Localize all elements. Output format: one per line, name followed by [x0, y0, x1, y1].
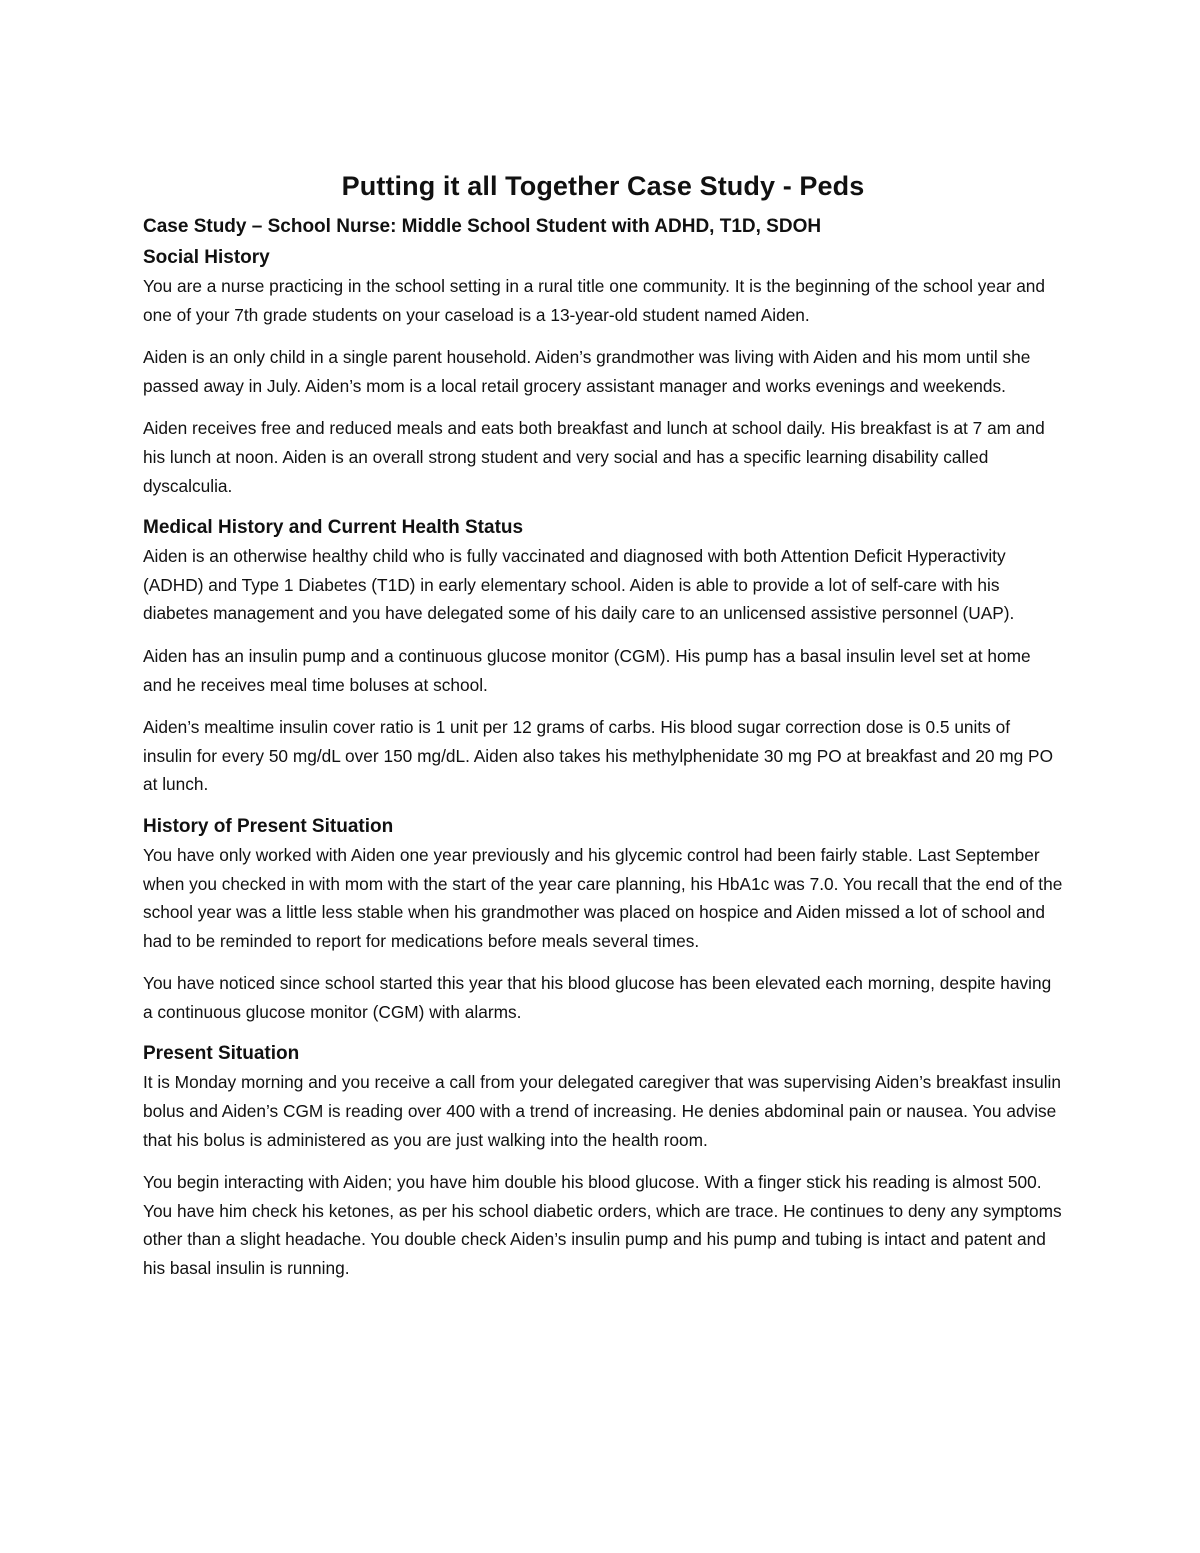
social-history-paragraph: Aiden receives free and reduced meals and eats both breakfast and lunch at school daily. His breakfast is at 7 am and his lunch at noon. Aiden is an overall strong student and very social and has a specific learning disability called dyscalculia.: [143, 418, 1045, 496]
document-page: [143, 168, 1063, 1297]
history-present-situation-heading: History of Present Situation: [143, 815, 394, 837]
history-present-situation-paragraph: You have only worked with Aiden one year previously and his glycemic control had been fairly stable. Last September when you checked in with mom with the start of the year care planning, his HbA1c was 7.0. You recall that the end of the school year was a little less stable when his grandmother was placed on hospice and Aiden missed a lot of school and had to be reminded to report for medications before meals several times.: [143, 844, 1063, 951]
history-present-situation-paragraph: You have noticed since school started this year that his blood glucose has been elevated each morning, despite having a continuous glucose monitor (CGM) with alarms.: [143, 973, 1052, 1022]
social-history-section: [143, 244, 1063, 500]
history-present-situation-section: [143, 813, 1063, 1027]
medical-history-paragraph: Aiden’s mealtime insulin cover ratio is 1 unit per 12 grams of carbs. His blood sugar correction dose is 0.5 units of insulin for every 50 mg/dL over 150 mg/dL. Aiden also takes his methylphenidate 30 mg PO at breakfast and 20 mg PO at lunch.: [143, 717, 1054, 795]
case-study-heading: Case Study – School Nurse: Middle School Student with ADHD, T1D, SDOH: [143, 216, 822, 237]
present-situation-paragraph: You begin interacting with Aiden; you have him double his blood glucose. With a finger stick his reading is almost 500. You have him check his ketones, as per his school diabetic orders, which are trace. He continues to deny any symptoms other than a slight headache. You double check Aiden’s insulin pump and his pump and tubing is intact and patent and his basal insulin is running.: [143, 1172, 1062, 1279]
social-history-paragraph: Aiden is an only child in a single parent household. Aiden’s grandmother was living with Aiden and his mom until she passed away in July. Aiden’s mom is a local retail grocery assistant manager and works evenings and weekends.: [143, 347, 1031, 396]
present-situation-paragraph: It is Monday morning and you receive a call from your delegated caregiver that was supervising Aiden’s breakfast insulin bolus and Aiden’s CGM is reading over 400 with a trend of increasing. He denies abdominal pain or nausea. You advise that his bolus is administered as you are just walking into the health room.: [143, 1072, 1061, 1150]
medical-history-heading: Medical History and Current Health Status: [143, 517, 524, 539]
social-history-paragraph: You are a nurse practicing in the school setting in a rural title one community. It is the beginning of the school year and one of your 7th grade students on your caseload is a 13-year-old student named Aiden.: [143, 276, 1046, 325]
document-title: Putting it all Together Case Study - Peds: [341, 171, 865, 201]
medical-history-paragraph: Aiden has an insulin pump and a continuous glucose monitor (CGM). His pump has a basal insulin level set at home and he receives meal time boluses at school.: [143, 645, 1031, 695]
social-history-heading: Social History: [143, 247, 270, 268]
medical-history-section: [143, 514, 1063, 799]
present-situation-heading: Present Situation: [143, 1043, 300, 1065]
present-situation-section: [143, 1040, 1063, 1282]
medical-history-paragraph: Aiden is an otherwise healthy child who is fully vaccinated and diagnosed with both Attention Deficit Hyperactivity (ADHD) and Type 1 Diabetes (T1D) in early elementary school. Aiden is able to provide a lot of self-care with his diabetes management and you have delegated some of his daily care to an unlicensed assistive personnel (UAP).: [143, 546, 1015, 624]
